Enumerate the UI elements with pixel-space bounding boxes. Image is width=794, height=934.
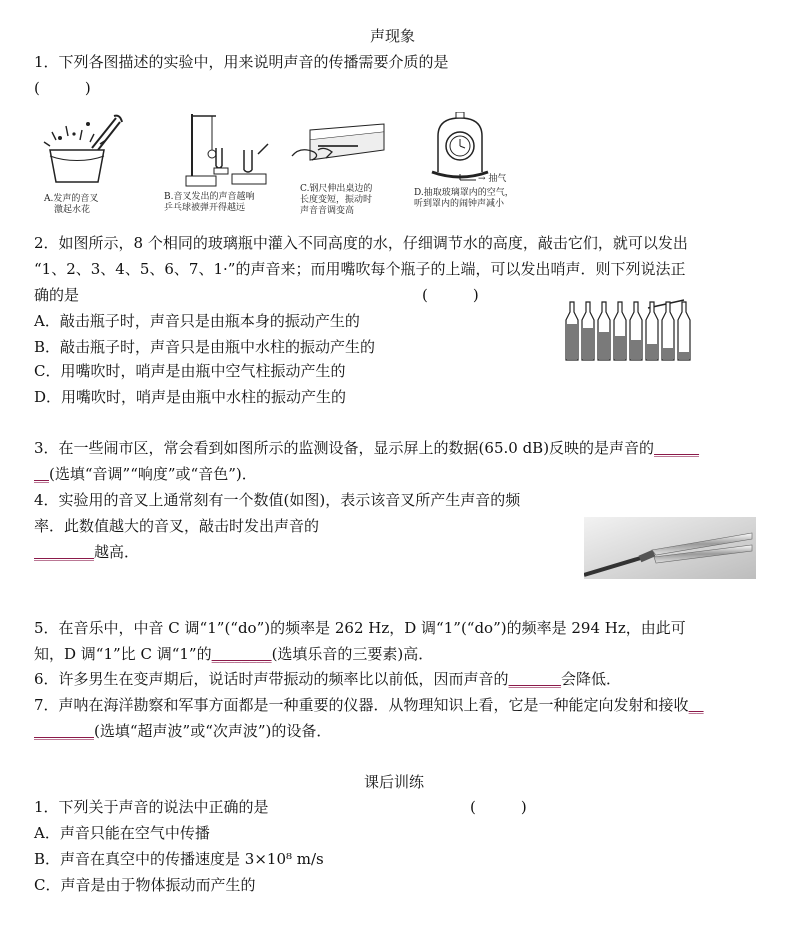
q1-caption-c: C.钢尺伸出桌边的 长度变短，振动时 声音音调变高 — [300, 184, 373, 216]
q3-blank[interactable]: ______ — [654, 439, 700, 457]
after-q1-stem: 1．下列关于声音的说法中正确的是 — [34, 798, 269, 816]
q2-option-a: A．敲击瓶子时，声音只是由瓶本身的振动产生的 — [34, 312, 360, 330]
after-q1-answer-paren: ( ) — [470, 798, 527, 816]
q1-answer-paren: ( ) — [34, 79, 91, 97]
q7-line2: ________(选填“超声波”或“次声波”)的设备． — [34, 722, 332, 740]
after-q1-option-a: A．声音只能在空气中传播 — [34, 824, 210, 842]
q3-line2: __(选填“音调”“响度”或“音色”)． — [34, 465, 257, 483]
q1-figure-d — [424, 112, 514, 182]
q1-stem: 1．下列各图描述的实验中，用来说明声音的传播需要介质的是 — [34, 53, 449, 71]
q2-line3: 确的是 — [34, 286, 80, 304]
q2-line1: 2．如图所示，8 个相同的玻璃瓶中灌入不同高度的水，仔细调节水的高度，敲击它们，就可以发出 — [34, 234, 688, 252]
q4-tuning-fork-photo — [584, 517, 756, 579]
q7-blank[interactable]: __ — [688, 696, 704, 714]
q5-line2: 知，D 调“1”比 C 调“1”的________(选填乐音的三要素)高． — [34, 645, 434, 663]
q1-caption-a: A.发声的音叉 激起水花 — [44, 194, 99, 215]
q1-figure-c — [288, 110, 388, 184]
after-q1-option-c: C．声音是由于物体振动而产生的 — [34, 876, 256, 894]
q7-line1: 7．声呐在海洋勘察和军事方面都是一种重要的仪器．从物理知识上看，它是一种能定向发射和接收__ — [34, 696, 704, 714]
q3-line1: 3．在一些闹市区，常会看到如图所示的监测设备，显示屏上的数据(65.0 dB)反映的是声音的______ — [34, 439, 700, 457]
q1-figure-a — [36, 112, 128, 194]
q5-line1: 5．在音乐中，中音 C 调“1”(“do”)的频率是 262 Hz，D 调“1”(“do”)的频率是 294 Hz，由此可 — [34, 619, 686, 637]
page-title: 声现象 — [370, 27, 416, 45]
q4-blank[interactable]: ________ — [34, 543, 94, 561]
q1-pump-label: → 抽气 — [478, 174, 507, 184]
q4-line2: 率．此数值越大的音叉，敲击时发出声音的 — [34, 517, 320, 535]
q2-option-b: B．敲击瓶子时，声音只是由瓶中水柱的振动产生的 — [34, 338, 376, 356]
q2-answer-paren: ( ) — [422, 286, 479, 304]
section-title: 课后训练 — [364, 773, 425, 791]
q4-line1: 4．实验用的音叉上通常刻有一个数值(如图)，表示该音叉所产生声音的频 — [34, 491, 521, 509]
after-q1-option-b: B．声音在真空中的传播速度是 3×10⁸ m/s — [34, 850, 324, 868]
q2-option-d: D．用嘴吹时，哨声是由瓶中水柱的振动产生的 — [34, 388, 347, 406]
q4-line3: ________越高． — [34, 543, 140, 561]
q2-line2: “1、2、3、4、5、6、7、1·”的声音来；而用嘴吹每个瓶子的上端，可以发出哨声．则下列说法正 — [34, 260, 686, 278]
q1-figure-b — [172, 110, 272, 192]
q6-line: 6．许多男生在变声期后，说话时声带振动的频率比以前低，因而声音的_______会降低． — [34, 670, 622, 688]
q6-blank[interactable]: _______ — [508, 670, 562, 688]
q3-blank-cont[interactable]: __ — [34, 465, 49, 483]
q1-caption-b: B.音叉发出的声音越响 乒乓球被弹开得越远 — [164, 192, 255, 213]
q7-blank-cont[interactable]: ________ — [34, 722, 94, 740]
q1-caption-d: D.抽取玻璃罩内的空气， 听到罩内的闹钟声减小 — [414, 188, 514, 209]
q5-blank[interactable]: ________ — [211, 645, 272, 663]
q2-bottles-figure — [562, 298, 692, 364]
q2-option-c: C．用嘴吹时，哨声是由瓶中空气柱振动产生的 — [34, 362, 346, 380]
